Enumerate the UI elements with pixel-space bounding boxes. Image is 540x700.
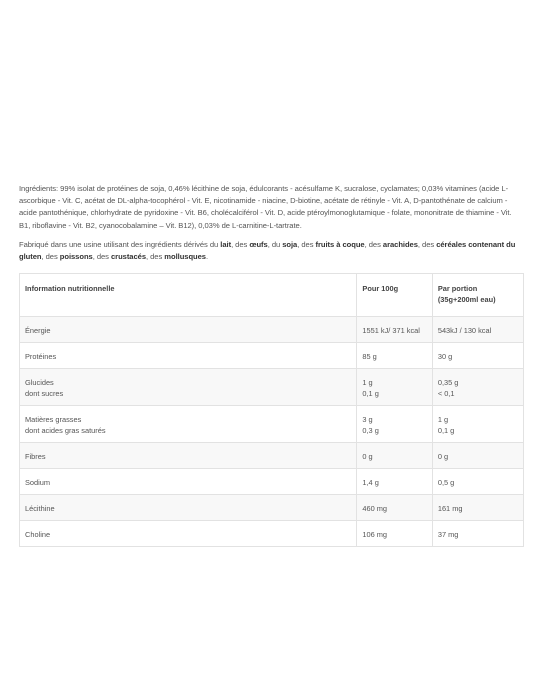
cell-line: 37 mg (437, 530, 459, 540)
allergen-sep: , des (297, 239, 316, 249)
cell-line: 0,1 g (362, 389, 379, 399)
table-cell-portion (432, 443, 523, 469)
table-cell-portion (432, 369, 523, 406)
table-cell-per100 (357, 369, 432, 406)
allergen-crustaces: crustacés (110, 252, 146, 262)
table-cell-portion (432, 317, 523, 343)
table-cell-label (20, 495, 357, 521)
cell-line: Énergie (25, 326, 51, 336)
cell-line: Protéines (25, 352, 57, 362)
table-cell-label (20, 521, 357, 547)
header-per100: Pour 100g (357, 274, 432, 317)
allergen-poissons: poissons (59, 252, 93, 262)
allergen-cereales: céréales contenant du gluten (19, 239, 516, 262)
table-cell-label (20, 317, 357, 343)
header-portion: Par portion (35g+200ml eau) (432, 274, 523, 317)
table-row (20, 369, 524, 406)
cell-line: 106 mg (362, 530, 388, 540)
table-row (20, 469, 524, 495)
table-cell-portion (432, 406, 523, 443)
table-cell-label (20, 369, 357, 406)
cell-line: 0,1 g (437, 426, 455, 436)
table-cell-per100 (357, 443, 432, 469)
cell-line: < 0,1 (437, 389, 455, 399)
header-info: Information nutritionnelle (20, 274, 357, 317)
allergen-sep: , des (364, 239, 383, 249)
cell-line: 0 g (362, 452, 373, 462)
ingredients-text: Ingrédients: 99% isolat de protéines de soja, 0,46% lécithine de soja, édulcorants - acésulfame K, sucralose, cyclamates; 0,03% vitamines (acide L-ascorbique - Vit. C, acétat de DL-alpha-tocophérol - Vit. E, nicotinamide - niacine, D-biotine, acétate de rétinyle - Vit. A, D-pantothénate de calcium - acide pantothénique, chlorhydrate de pyridoxine - Vit. B6, cholécalciférol - Vit. D, acide ptéroylmonoglutamique - folate, mononitrate de thiamine - Vit. B1, riboflavine - Vit. B2, cyanocobalamine – Vit. B12), 0,03% de L-carnitine-L-tartrate. (19, 184, 512, 230)
cell-line: 30 g (437, 352, 453, 362)
allergen-sep: , du (267, 239, 283, 249)
cell-line: 0,35 g (437, 378, 459, 388)
cell-line: Matières grasses (25, 415, 82, 425)
cell-line: Choline (25, 530, 51, 540)
table-cell-per100 (357, 469, 432, 495)
table-cell-per100 (357, 343, 432, 369)
table-row (20, 343, 524, 369)
table-row (20, 495, 524, 521)
allergen-fruits: fruits à coque (315, 239, 365, 249)
cell-line: Sodium (25, 478, 51, 488)
cell-line: 460 mg (362, 504, 388, 514)
nutrition-table (19, 273, 524, 547)
table-row (20, 443, 524, 469)
cell-line: 0,5 g (437, 478, 455, 488)
cell-line: Fibres (25, 452, 46, 462)
cell-line: 1 g (437, 415, 449, 425)
allergen-sep: , des (92, 252, 111, 262)
table-cell-label (20, 443, 357, 469)
allergen-sep: , des (231, 239, 250, 249)
allergen-sep: , des (41, 252, 60, 262)
cell-line: 1551 kJ/ 371 kcal (362, 326, 420, 336)
cell-line: Lécithine (25, 504, 55, 514)
table-cell-portion (432, 495, 523, 521)
allergen-arachides: arachides (382, 239, 418, 249)
allergen-soja: soja (282, 239, 298, 249)
cell-line: 85 g (362, 352, 377, 362)
allergens-text (19, 239, 524, 263)
table-cell-portion (432, 343, 523, 369)
cell-line: Glucides (25, 378, 54, 388)
table-row (20, 317, 524, 343)
allergen-sep: , des (417, 239, 437, 249)
cell-line: 161 mg (437, 504, 463, 514)
cell-line: 0 g (437, 452, 449, 462)
table-cell-per100 (357, 521, 432, 547)
table-cell-label (20, 343, 357, 369)
table-cell-label (20, 469, 357, 495)
allergen-intro: Fabriqué dans une usine utilisant des ingrédients dérivés du (19, 239, 221, 249)
table-cell-per100 (357, 317, 432, 343)
table-cell-per100 (357, 406, 432, 443)
nutrition-table-body (20, 317, 524, 547)
cell-line: 0,3 g (362, 426, 379, 436)
cell-line: dont acides gras saturés (25, 426, 106, 436)
table-cell-per100 (357, 495, 432, 521)
table-header-row (20, 274, 524, 317)
product-description (19, 183, 524, 547)
table-cell-portion (432, 521, 523, 547)
allergen-sep: , des (146, 252, 165, 262)
table-row (20, 521, 524, 547)
cell-line: 3 g (362, 415, 373, 425)
cell-line: 1,4 g (362, 478, 379, 488)
table-cell-label (20, 406, 357, 443)
allergen-end: . (205, 252, 209, 262)
cell-line: 543kJ / 130 kcal (437, 326, 492, 336)
cell-line: 1 g (362, 378, 373, 388)
allergen-oeufs: œufs (249, 239, 268, 249)
allergen-lait: lait (220, 239, 232, 249)
table-row (20, 406, 524, 443)
table-cell-portion (432, 469, 523, 495)
cell-line: dont sucres (25, 389, 64, 399)
allergen-mollusques: mollusques (164, 252, 206, 262)
